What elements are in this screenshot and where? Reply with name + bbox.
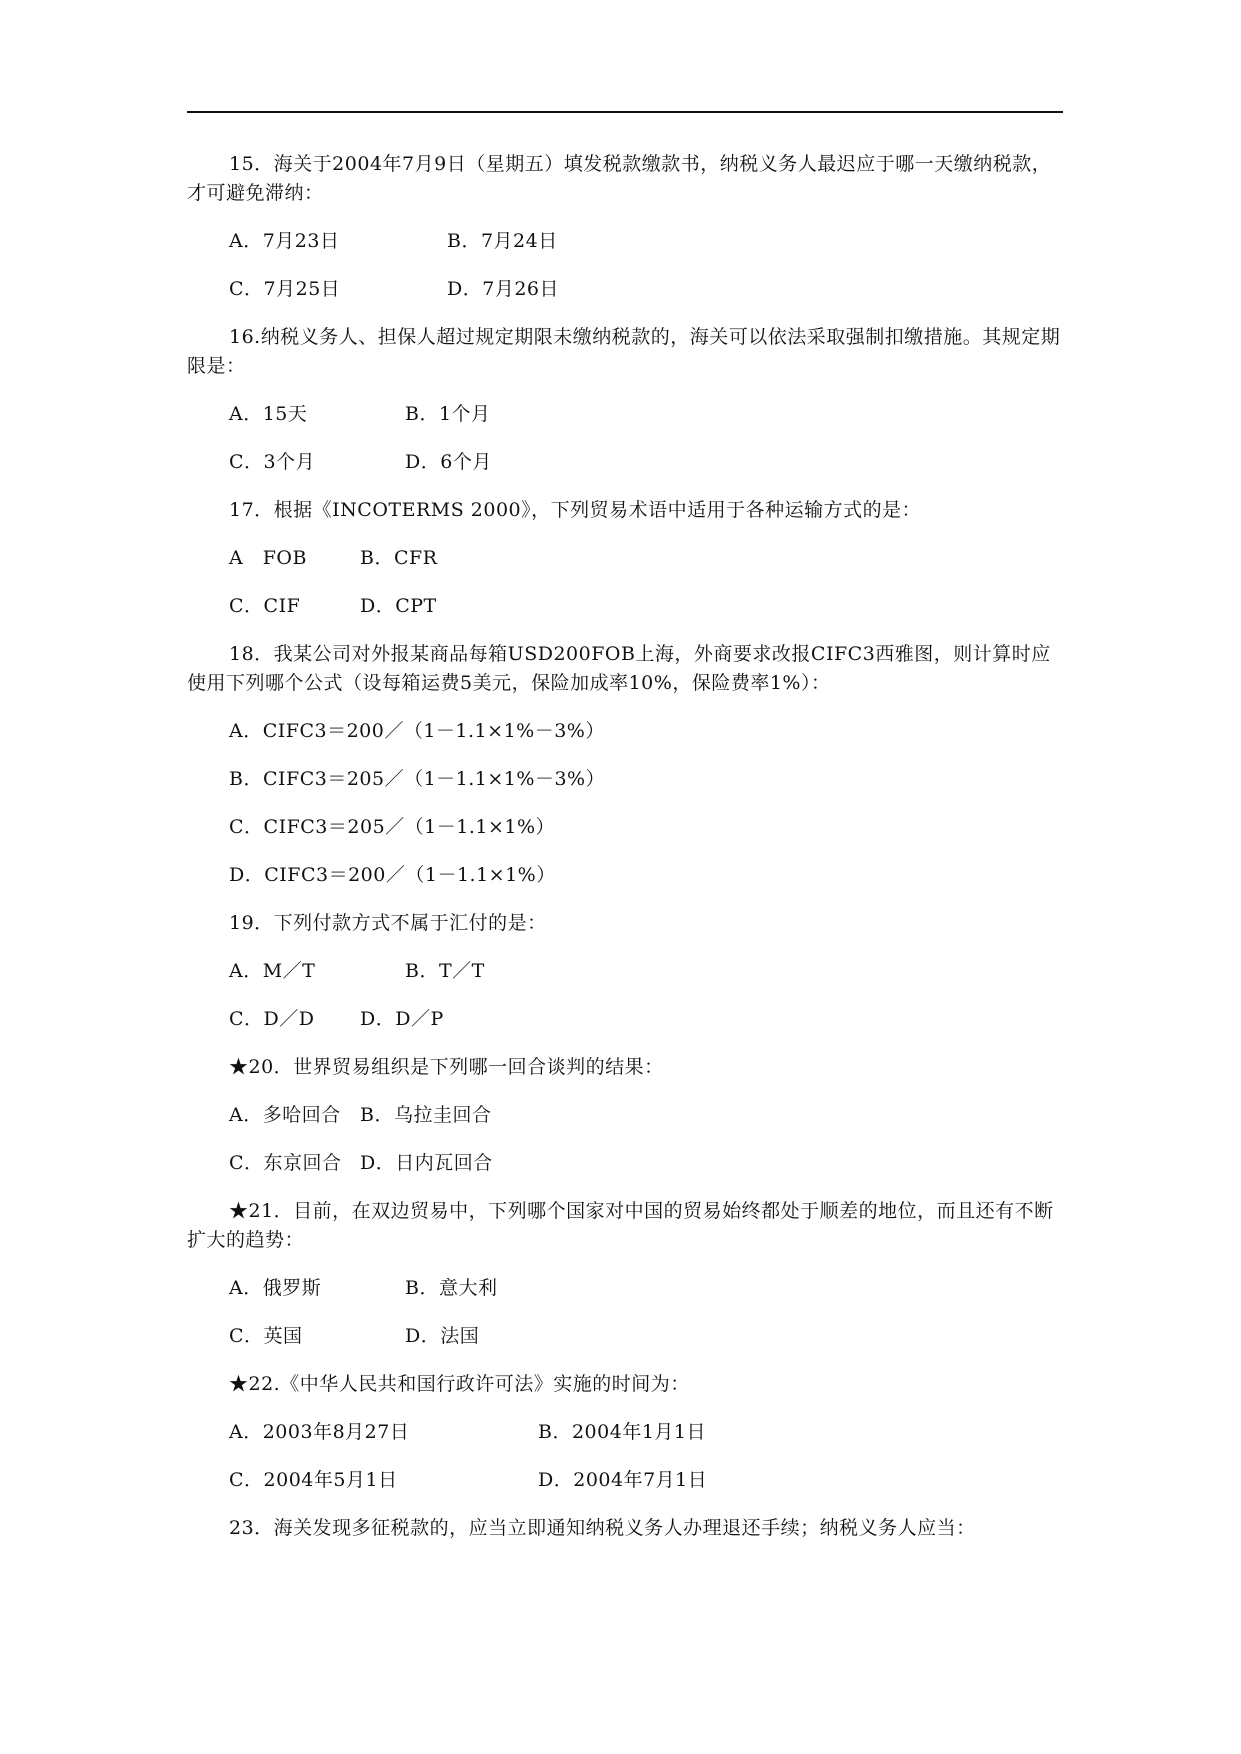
header-rule	[187, 111, 1063, 113]
question-15-stem: 15．海关于2004年7月9日（星期五）填发税款缴款书，纳税义务人最迟应于哪一天缴纳税款，才可避免滞纳：	[187, 153, 1052, 204]
option-15-d: D．7月26日	[447, 278, 559, 300]
option-22-b: B．2004年1月1日	[538, 1421, 706, 1443]
question-15-options-row-1	[229, 227, 1067, 256]
option-16-c: C．3个月	[229, 451, 316, 473]
option-22-d: D．2004年7月1日	[538, 1469, 708, 1491]
question-16-options-row-1	[229, 400, 1067, 429]
question-19-options-row-1	[229, 957, 1067, 986]
option-20-b: B．乌拉圭回合	[360, 1104, 492, 1126]
question-17-stem: 17．根据《INCOTERMS 2000》，下列贸易术语中适用于各种运输方式的是：	[229, 499, 922, 521]
question-18-option-c-row	[229, 813, 1067, 842]
option-20-d: D．日内瓦回合	[360, 1152, 493, 1174]
option-18-b: B．CIFC3＝205／（1－1.1×1%－3%）	[229, 768, 606, 790]
question-21-options-row-1	[229, 1274, 1067, 1303]
option-15-b: B．7月24日	[447, 230, 558, 252]
option-21-a: A．俄罗斯	[229, 1277, 322, 1299]
option-16-a: A．15天	[229, 403, 308, 425]
question-15-options-row-2	[229, 275, 1067, 304]
question-21-options-row-2	[229, 1322, 1067, 1351]
option-17-a: A FOB	[229, 547, 307, 569]
question-22-options-row-2	[229, 1466, 1067, 1495]
option-19-c: C．D／D	[229, 1008, 315, 1030]
question-18-option-d-row	[229, 861, 1067, 890]
question-19-stem: 19．下列付款方式不属于汇付的是：	[229, 912, 547, 934]
question-17-options-row-1	[229, 544, 1067, 573]
question-list	[187, 150, 1067, 1562]
question-21-stem: ★21．目前，在双边贸易中，下列哪个国家对中国的贸易始终都处于顺差的地位，而且还有不断扩大的趋势：	[187, 1200, 1054, 1251]
option-18-d: D．CIFC3＝200／（1－1.1×1%）	[229, 864, 556, 886]
option-17-d: D．CPT	[360, 595, 437, 617]
question-16-options-row-2	[229, 448, 1067, 477]
option-15-a: A．7月23日	[229, 230, 340, 252]
option-16-d: D．6个月	[405, 451, 492, 473]
option-22-a: A．2003年8月27日	[229, 1421, 410, 1443]
option-19-d: D．D／P	[360, 1008, 444, 1030]
option-17-b: B．CFR	[360, 547, 438, 569]
option-18-a: A．CIFC3＝200／（1－1.1×1%－3%）	[229, 720, 605, 742]
option-21-b: B．意大利	[405, 1277, 498, 1299]
question-22-stem: ★22.《中华人民共和国行政许可法》实施的时间为：	[229, 1373, 690, 1395]
question-18-option-b-row	[229, 765, 1067, 794]
option-22-c: C．2004年5月1日	[229, 1469, 398, 1491]
option-19-b: B．T／T	[405, 960, 485, 982]
question-20-options-row-2	[229, 1149, 1067, 1178]
question-18-stem: 18．我某公司对外报某商品每箱USD200FOB上海，外商要求改报CIFC3西雅图，则计算时应使用下列哪个公式（设每箱运费5美元，保险加成率10%，保险费率1%）：	[187, 643, 1051, 694]
question-23-stem: 23．海关发现多征税款的，应当立即通知纳税义务人办理退还手续；纳税义务人应当：	[229, 1517, 976, 1539]
question-20-options-row-1	[229, 1101, 1067, 1130]
question-17-options-row-2	[229, 592, 1067, 621]
question-20-stem: ★20．世界贸易组织是下列哪一回合谈判的结果：	[229, 1056, 664, 1078]
option-21-d: D．法国	[405, 1325, 480, 1347]
option-15-c: C．7月25日	[229, 278, 341, 300]
option-21-c: C．英国	[229, 1325, 303, 1347]
option-17-c: C．CIF	[229, 595, 301, 617]
option-18-c: C．CIFC3＝205／（1－1.1×1%）	[229, 816, 556, 838]
option-20-c: C．东京回合	[229, 1152, 342, 1174]
option-19-a: A．M／T	[229, 960, 316, 982]
question-19-options-row-2	[229, 1005, 1067, 1034]
question-18-option-a-row	[229, 717, 1067, 746]
question-22-options-row-1	[229, 1418, 1067, 1447]
option-20-a: A．多哈回合	[229, 1104, 341, 1126]
question-16-stem: 16.纳税义务人、担保人超过规定期限未缴纳税款的，海关可以依法采取强制扣缴措施。其规定期限是：	[187, 326, 1061, 377]
option-16-b: B．1个月	[405, 403, 491, 425]
